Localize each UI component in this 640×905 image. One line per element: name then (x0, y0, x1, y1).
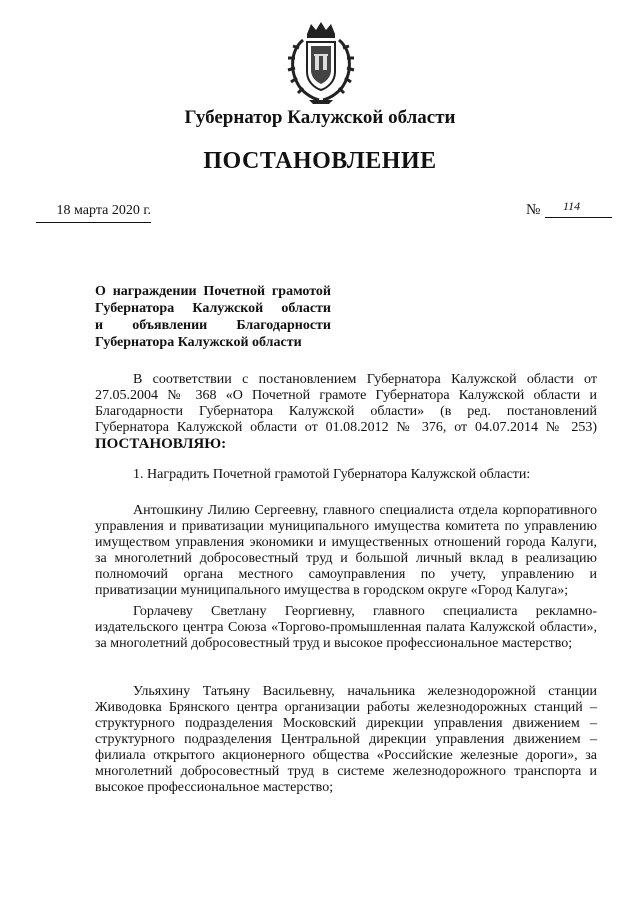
subject-line: О награждении Почетной грамотой (95, 284, 331, 299)
coat-of-arms-icon (283, 20, 359, 106)
subject-line: и объявлении Благодарности (95, 318, 331, 333)
document-number: 114 (563, 199, 581, 213)
document-type: ПОСТАНОВЛЕНИЕ (203, 148, 437, 174)
legal-basis-text: В соответствии с постановлением Губернатора Калужской области от 27.05.2004 № 368 «О Почетной грамоте Губернатора Калужской области и Благодарности Губернатора Калужской области» (в ред. постановлений Губернатора Калужской области от 01.08.2012 № 376, от 04.07.2014 № 253) (95, 372, 597, 435)
awardee-paragraph: Горлачеву Светлану Георгиевну, главного специалиста рекламно-издательского центра Союза «Торгово-промышленная палата Калужской области», за многолетний добросовестный труд и высокое профессиональное мастерство; (95, 604, 597, 651)
document-subject (95, 283, 331, 351)
item-1-heading: 1. Наградить Почетной грамотой Губернатора Калужской области: (133, 467, 531, 482)
number-underline (545, 217, 612, 218)
decree-word: ПОСТАНОВЛЯЮ: (95, 436, 227, 452)
document-date: 18 марта 2020 г. (36, 203, 151, 223)
subject-line: Губернатора Калужской области (95, 301, 331, 316)
legal-basis-paragraph (95, 372, 597, 453)
number-sign: № (526, 202, 541, 218)
awardee-paragraph: Ульяхину Татьяну Васильевну, начальника железнодорожной станции Живодовка Брянского центра организации работы железнодорожных станций – структурного подразделения Московский дирекции управления движением – структурного подразделения Центральной дирекции управления движением – филиала открытого акционерного общества «Российские железные дороги», за многолетний добросовестный труд в системе железнодорожного транспорта и высокое профессиональное мастерство; (95, 684, 597, 795)
issuer-title: Губернатор Калужской области (184, 107, 456, 128)
awardee-paragraph: Антошкину Лилию Сергеевну, главного специалиста отдела корпоративного управления и приватизации муниципального имущества комитета по управлению имуществом управления экономики и имущественных отношений города Калуги, за многолетний добросовестный труд и большой личный вклад в реализацию полномочий органа местного самоуправления по учету, управлению и приватизации муниципального имущества в городском округе «Город Калуга»; (95, 503, 597, 598)
subject-line: Губернатора Калужской области (95, 335, 302, 350)
